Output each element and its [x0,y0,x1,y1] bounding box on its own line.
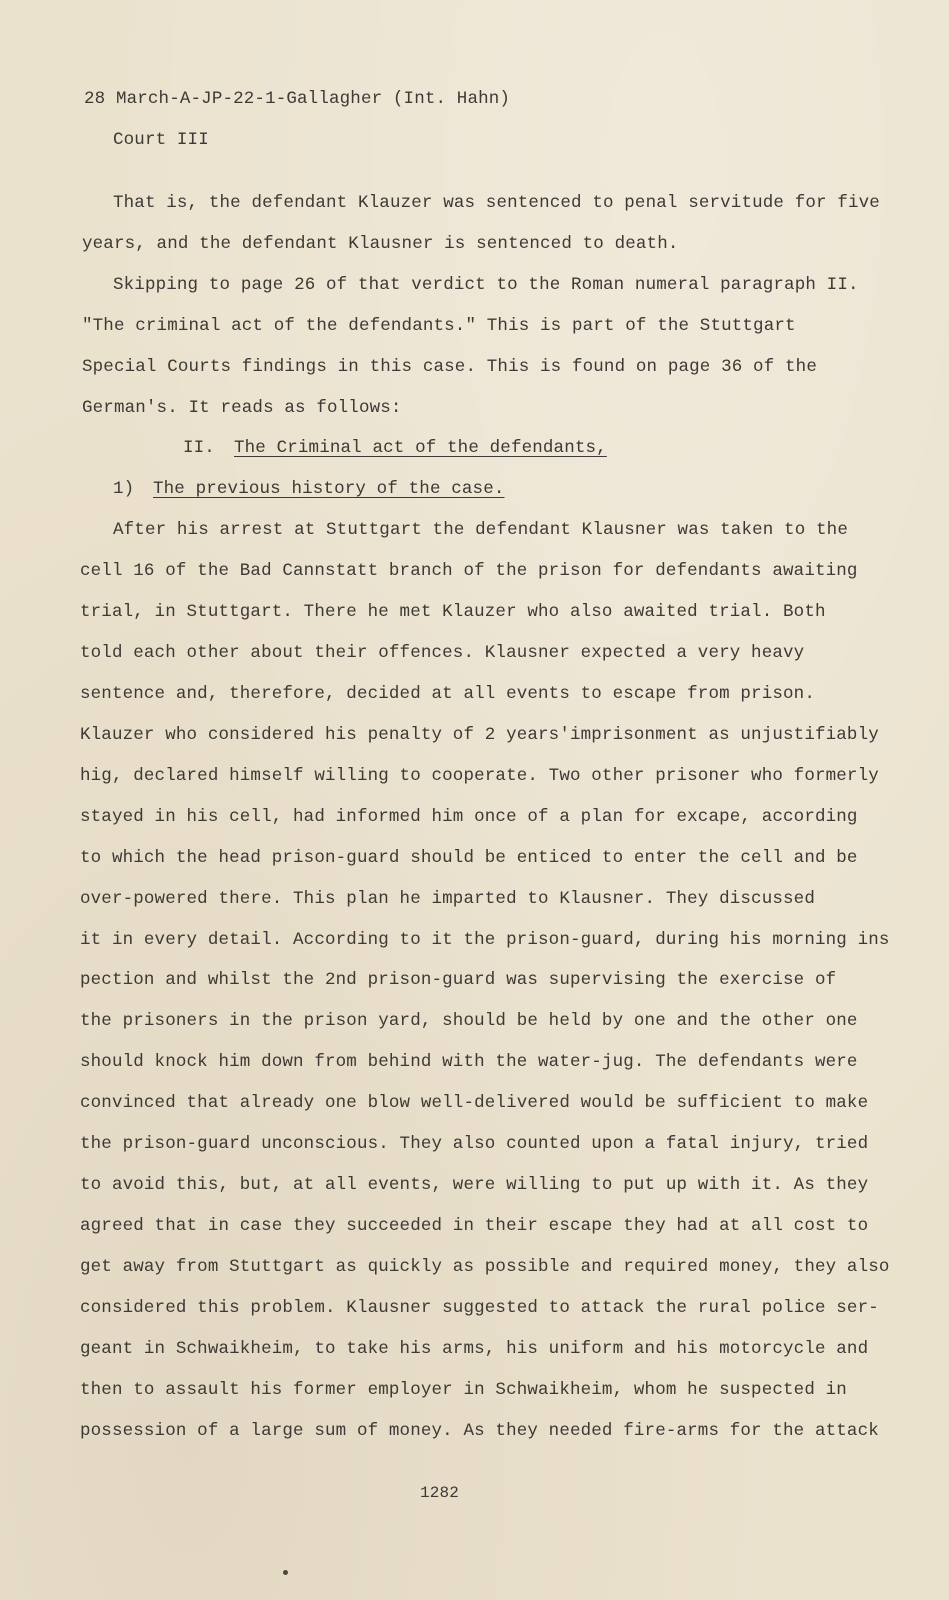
paragraph-line: After his arrest at Stuttgart the defendant Klausner was taken to the [113,520,848,540]
paragraph-line: should knock him down from behind with the water-jug. The defendants were [80,1052,858,1072]
paragraph-line: it in every detail. According to it the prison-guard, during his morning ins [80,930,890,950]
paragraph-line: to avoid this, but, at all events, were willing to put up with it. As they [80,1175,869,1195]
paragraph-line: trial, in Stuttgart. There he met Klauzer who also awaited trial. Both [80,602,826,622]
paragraph-line: to which the head prison-guard should be enticed to enter the cell and be [80,848,858,868]
paragraph-line: the prisoners in the prison yard, should be held by one and the other one [80,1011,858,1031]
paragraph-line: over-powered there. This plan he imparted to Klausner. They discussed [80,889,815,909]
text-line: That is, the defendant Klauzer was sentenced to penal servitude for five [113,193,880,213]
section-heading: The Criminal act of the defendants, [234,438,607,458]
paragraph-line: cell 16 of the Bad Cannstatt branch of the prison for defendants awaiting [80,561,858,581]
paragraph-line: sentence and, therefore, decided at all events to escape from prison. [80,684,815,704]
document-header: 28 March-A-JP-22-1-Gallagher (Int. Hahn) [84,89,511,109]
text-line: Special Courts findings in this case. This is found on page 36 of the [82,357,817,377]
paragraph-line: agreed that in case they succeeded in their escape they had at all cost to [80,1216,869,1236]
text-line: Skipping to page 26 of that verdict to the Roman numeral paragraph II. [113,275,859,295]
page-number: 1282 [420,1484,460,1502]
text-line: German's. It reads as follows: [82,398,402,418]
section-heading-number: II. [183,438,215,458]
paragraph-line: convinced that already one blow well-delivered would be sufficient to make [80,1093,869,1113]
text-line: "The criminal act of the defendants." This is part of the Stuttgart [82,316,796,336]
paragraph-line: considered this problem. Klausner suggested to attack the rural police ser- [80,1298,879,1318]
court-label: Court III [113,130,209,150]
paragraph-line: Klauzer who considered his penalty of 2 years'imprisonment as unjustifiably [80,725,879,745]
paragraph-line: geant in Schwaikheim, to take his arms, his uniform and his motorcycle and [80,1339,869,1359]
paragraph-line: stayed in his cell, had informed him once of a plan for excape, according [80,807,858,827]
subsection-heading: The previous history of the case. [153,479,505,499]
paragraph-line: then to assault his former employer in Schwaikheim, whom he suspected in [80,1380,847,1400]
text-line: years, and the defendant Klausner is sentenced to death. [82,234,679,254]
paragraph-line: hig, declared himself willing to cooperate. Two other prisoner who formerly [80,766,879,786]
ink-spot [283,1570,288,1575]
paragraph-line: get away from Stuttgart as quickly as possible and required money, they also [80,1257,890,1277]
paragraph-line: possession of a large sum of money. As they needed fire-arms for the attack [80,1421,879,1441]
paragraph-line: the prison-guard unconscious. They also counted upon a fatal injury, tried [80,1134,869,1154]
paragraph-line: pection and whilst the 2nd prison-guard was supervising the exercise of [80,970,837,990]
subsection-number: 1) [113,479,135,499]
paragraph-line: told each other about their offences. Klausner expected a very heavy [80,643,805,663]
